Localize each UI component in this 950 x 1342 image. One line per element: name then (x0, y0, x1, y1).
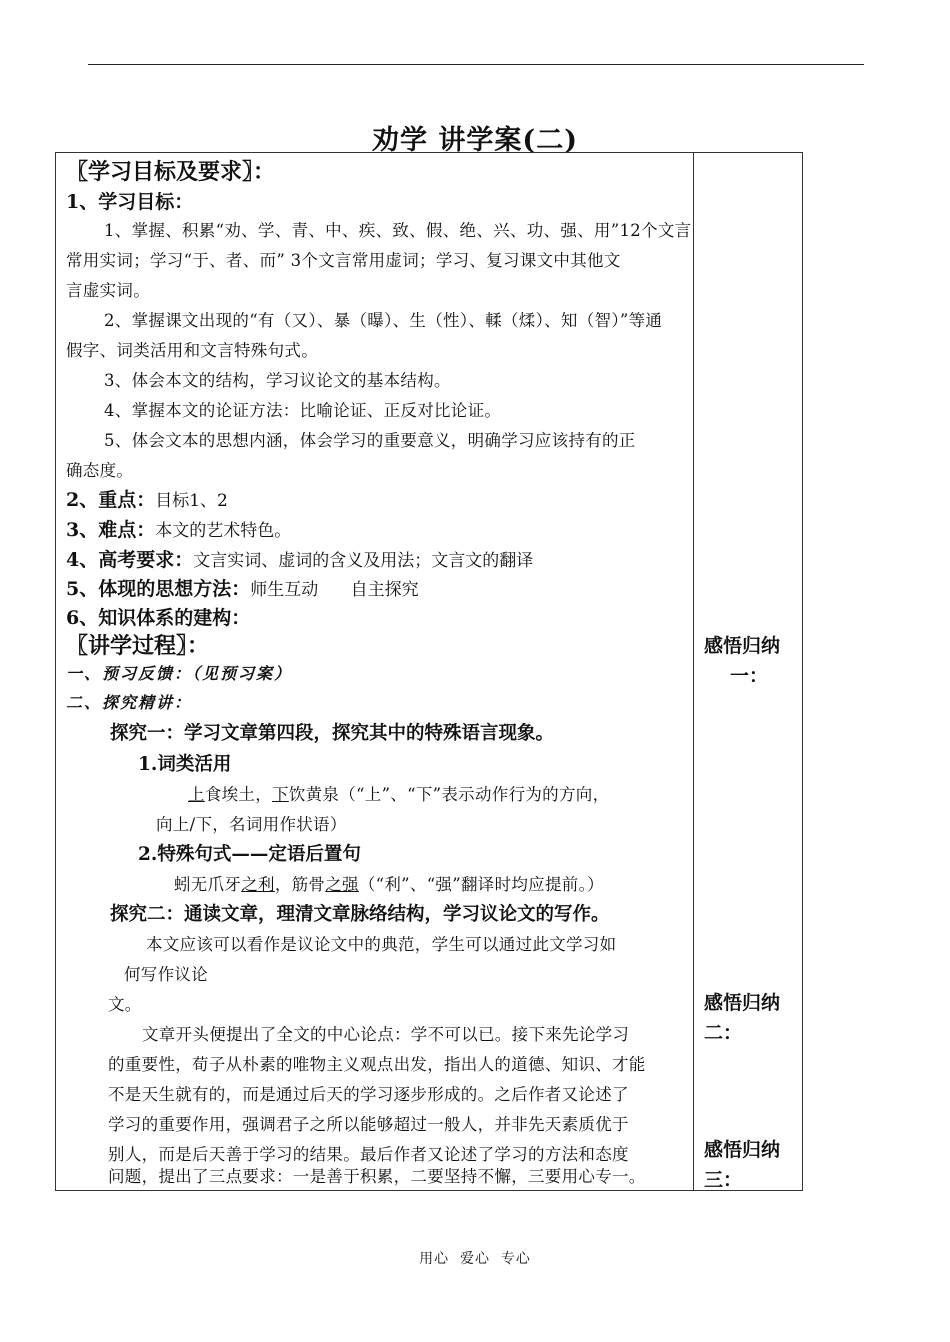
knowledge-system-label: 6、知识体系的建构： (66, 607, 251, 629)
document-title: 劝学 讲学案(二) (372, 125, 578, 156)
key-points-label: 2、重点： (66, 489, 156, 511)
reflection-3-label: 感悟归纳 (704, 1139, 781, 1161)
thinking-methods (66, 574, 419, 601)
goal-2-line-2: 假字、词类活用和文言特殊句式。 (66, 341, 318, 360)
inquiry-2-para-2-line-6: 问题，提出了三点要求：一是善于积累，二要坚持不懈，三要用心专一。 (108, 1167, 646, 1186)
goal-1-line-1: 1、掌握、积累“劝、学、青、中、疾、致、假、绝、兴、功、强、用”12个文言 (104, 221, 692, 240)
goals-label: 1、学习目标： (66, 191, 194, 213)
goal-4: 4、掌握本文的论证方法：比喻论证、正反对比论证。 (104, 401, 502, 420)
underlined-word: 之利 (241, 875, 275, 894)
inquiry-2-para-2-line-2: 的重要性，荀子从朴素的唯物主义观点出发，指出人的道德、知识、才能 (108, 1055, 646, 1074)
difficulty-label: 3、难点： (66, 519, 156, 541)
inquiry-2-para-1-line-3: 文。 (108, 995, 142, 1014)
example-text: 食埃土， (204, 785, 273, 804)
step-1-preview-feedback: 一、预习反馈：（见预习案） (66, 664, 293, 683)
underlined-word: 之强 (325, 875, 359, 894)
goal-5-line-1: 5、体会文本的思想内涵，体会学习的重要意义，明确学习应该持有的正 (104, 431, 636, 450)
underlined-word: 上 (188, 785, 205, 804)
inquiry-2-para-2-line-1: 文章开头便提出了全文的中心论点：学不可以已。接下来先论学习 (142, 1025, 630, 1044)
exam-requirements (66, 545, 533, 572)
reflection-2-label: 感悟归纳 (704, 992, 781, 1014)
example-1-line-2: 向上/下，名词用作状语） (156, 815, 347, 834)
method-label: 5、体现的思想方法： (66, 578, 251, 600)
inquiry-1-title: 探究一：学习文章第四段，探究其中的特殊语言现象。 (110, 723, 555, 744)
inquiry-2-para-2-line-5: 别人，而是后天善于学习的结果。最后作者又论述了学习的方法和态度 (108, 1145, 629, 1164)
reflection-1-number: 一： (730, 665, 769, 687)
goal-1-line-3: 言虚实词。 (66, 281, 150, 300)
lesson-table (55, 152, 803, 1191)
exam-value: 文言实词、虚词的含义及用法；文言文的翻译 (193, 551, 534, 571)
goal-3: 3、体会本文的结构，学习议论文的基本结构。 (104, 371, 451, 390)
inquiry-2-title: 探究二：通读文章，理清文章脉络结构，学习议论文的写作。 (110, 904, 610, 925)
example-text: 饮黄泉（“上”、“下”表示动作行为的方向， (288, 785, 610, 804)
inquiry-1-sub-1: 1.词类活用 (138, 754, 232, 775)
goals-heading: 〖学习目标及要求〗： (66, 159, 276, 185)
method-value: 师生互动 自主探究 (250, 580, 419, 600)
difficulty-value: 本文的艺术特色。 (155, 521, 292, 541)
inquiry-2-para-1-line-2: 何写作议论 (124, 965, 208, 984)
example-text: ，筋骨 (274, 875, 326, 894)
example-text: （“利”、“强”翻译时均应提前。） (358, 875, 604, 894)
inquiry-2-para-2-line-4: 学习的重要作用，强调君子之所以能够超过一般人，并非先天素质优于 (108, 1115, 629, 1134)
difficulty (66, 515, 291, 542)
inquiry-2-para-2-line-3: 不是天生就有的，而是通过后天的学习逐步形成的。之后作者又论述了 (108, 1085, 629, 1104)
goal-5-line-2: 确态度。 (66, 461, 134, 480)
goal-1-line-2: 常用实词；学习“于、者、而” 3个文言常用虚词；学习、复习课文中其他文 (66, 251, 621, 270)
column-divider (693, 153, 694, 1190)
key-points (66, 485, 228, 512)
reflection-1-label: 感悟归纳 (704, 635, 781, 657)
goal-2-line-1: 2、掌握课文出现的“有（又）、暴（曝）、生（性）、輮（煣）、知（智）”等通 (104, 311, 663, 330)
reflection-3-number: 三： (704, 1169, 743, 1191)
key-points-value: 目标1、2 (155, 491, 228, 511)
header-rule (88, 64, 864, 65)
page-footer: 用心 爱心 专心 (419, 1251, 531, 1267)
example-text: 蚓无爪牙 (174, 875, 242, 894)
step-2-inquiry: 二、探究精讲： (66, 693, 193, 712)
inquiry-2-para-1-line-1: 本文应该可以看作是议论文中的典范，学生可以通过此文学习如 (146, 935, 617, 954)
reflection-2-number: 二： (704, 1022, 743, 1044)
example-2 (174, 871, 604, 895)
exam-label: 4、高考要求： (66, 549, 194, 571)
example-1-line-1 (188, 781, 609, 805)
underlined-word: 下 (272, 785, 289, 804)
process-heading: 〖讲学过程〗： (66, 633, 210, 659)
inquiry-1-sub-2: 2.特殊句式——定语后置句 (138, 844, 361, 865)
